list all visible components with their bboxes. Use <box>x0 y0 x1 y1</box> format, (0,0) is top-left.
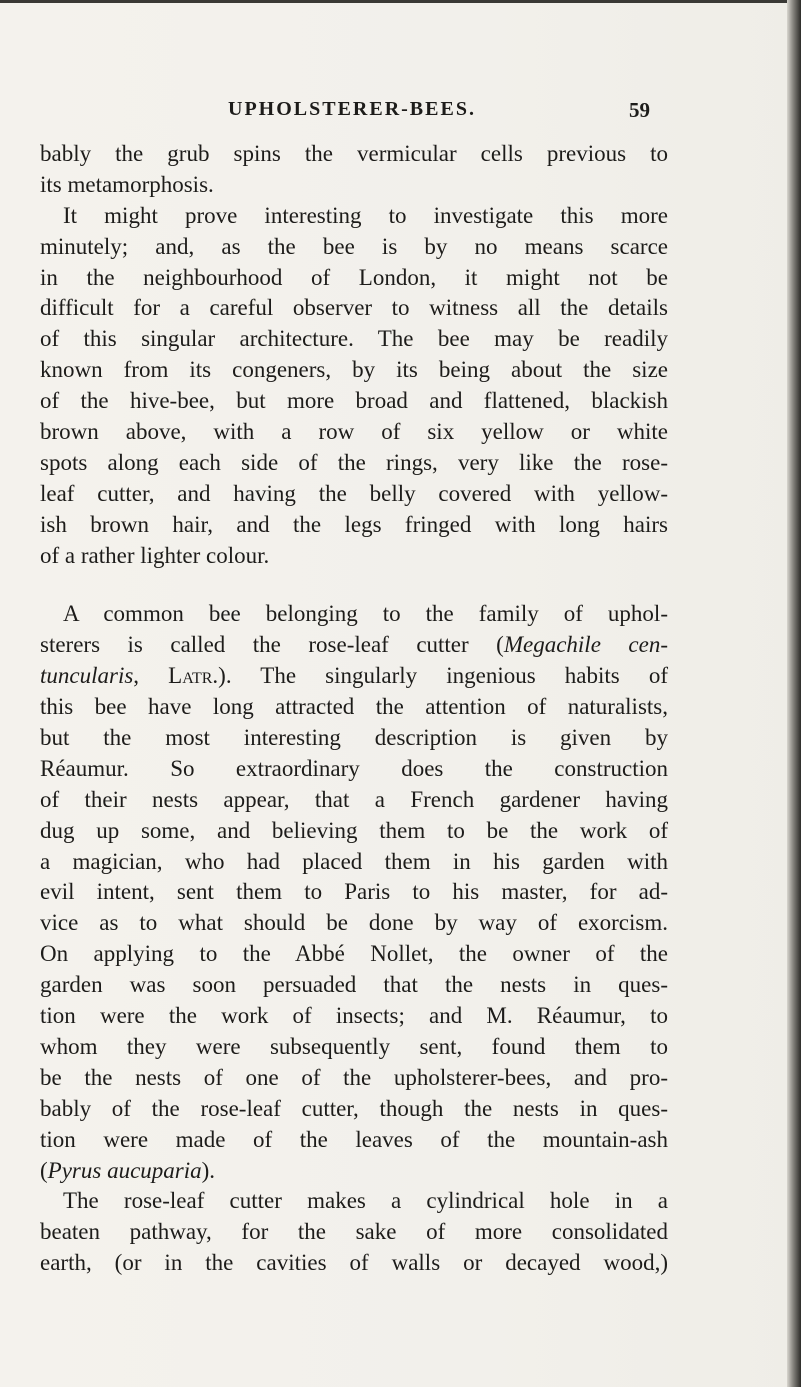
text-line: garden was soon persuaded that the nests in ques- <box>40 972 668 998</box>
author-abbreviation: Latr. <box>168 663 219 689</box>
text-line: of a rather lighter colour. <box>40 542 270 568</box>
text-line: but the most interesting description is given by <box>40 725 668 751</box>
species-name: Megachile cen- <box>503 632 668 658</box>
text-line: bably the grub spins the vermicular cells previous to <box>40 141 668 166</box>
page-binding-edge <box>787 0 801 1387</box>
text-line: brown above, with a row of six yellow or white <box>40 419 668 445</box>
text-run: ( <box>40 1157 48 1183</box>
text-line-with-species <box>40 661 668 692</box>
text-line: leaf cutter, and having the belly covered with yellow- <box>40 480 668 506</box>
text-line: dug up some, and believing them to be the work of <box>40 817 668 843</box>
text-line: in the neighbourhood of London, it might not be <box>40 264 668 290</box>
text-run: ). <box>201 1157 216 1183</box>
text-line-with-species <box>40 630 668 661</box>
text-line: Réaumur. So extraordinary does the construction <box>40 755 668 781</box>
text-line: tion were the work of insects; and M. Réaumur, to <box>40 1003 668 1029</box>
text-run: ). The singularly ingenious habits of <box>218 663 668 689</box>
paragraph-gap <box>40 571 668 599</box>
text-line: this bee have long attracted the attention of naturalists, <box>40 694 668 720</box>
text-line-with-species <box>40 1156 668 1187</box>
text-line: known from its congeners, by its being about the size <box>40 357 668 383</box>
text-line: of the hive-bee, but more broad and flattened, blackish <box>40 388 668 414</box>
text-line: tion were made of the leaves of the mountain-ash <box>40 1126 668 1152</box>
text-line: whom they were subsequently sent, found them to <box>40 1033 668 1059</box>
running-head-title: UPHOLSTERER-BEES. <box>228 98 476 120</box>
body-text <box>40 139 668 1279</box>
text-line: beaten pathway, for the sake of more consolidated <box>40 1219 668 1245</box>
text-line: On applying to the Abbé Nollet, the owner of the <box>40 941 668 967</box>
text-line: earth, (or in the cavities of walls or decayed wood,) <box>40 1250 668 1276</box>
text-line: vice as to what should be done by way of exorcism. <box>40 910 668 936</box>
text-line: The rose-leaf cutter makes a cylindrical hole in a <box>63 1188 668 1214</box>
text-line: be the nests of one of the upholsterer-bees, and pro- <box>40 1064 668 1090</box>
text-line: of their nests appear, that a French gardener having <box>40 786 668 812</box>
species-name: Pyrus aucuparia <box>47 1157 202 1183</box>
text-line: A common bee belonging to the family of uphol- <box>63 601 668 627</box>
species-name: tuncularis <box>40 663 134 689</box>
text-line: minutely; and, as the bee is by no means scarce <box>40 233 668 259</box>
page-number: 59 <box>629 98 650 122</box>
page-top-edge <box>0 0 801 3</box>
text-line: bably of the rose-leaf cutter, though the nests in ques- <box>40 1095 668 1121</box>
text-line: its metamorphosis. <box>40 171 214 197</box>
text-line: a magician, who had placed them in his garden with <box>40 848 668 874</box>
text-run: sterers is called the rose-leaf cutter ( <box>40 632 504 658</box>
text-line: It might prove interesting to investigate this more <box>63 202 668 228</box>
text-run: , <box>133 663 169 689</box>
text-line: spots along each side of the rings, very like the rose- <box>40 449 668 475</box>
text-line: evil intent, sent them to Paris to his master, for ad- <box>40 879 668 905</box>
text-line: of this singular architecture. The bee may be readily <box>40 326 668 352</box>
text-line: ish brown hair, and the legs fringed with long hairs <box>40 511 668 537</box>
running-head <box>190 98 650 130</box>
text-line: difficult for a careful observer to witness all the details <box>40 295 668 321</box>
